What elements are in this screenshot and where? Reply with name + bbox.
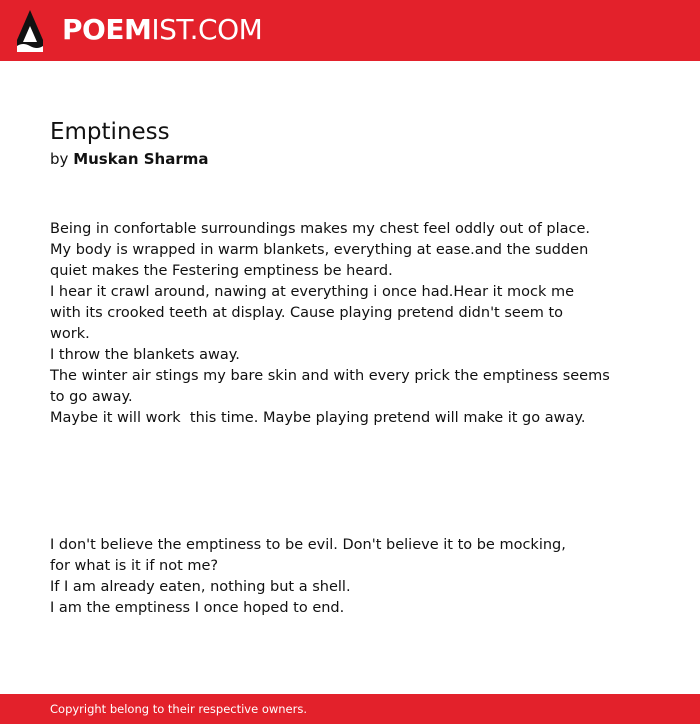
poem-line: I am the emptiness I once hoped to end. <box>50 600 345 616</box>
byline <box>50 149 208 169</box>
poem-line: My body is wrapped in warm blankets, everything at ease.and the sudden <box>50 242 589 258</box>
poem-line: with its crooked teeth at display. Cause playing pretend didn't seem to <box>50 305 564 321</box>
logo-text-bold: POEM <box>62 13 152 46</box>
poem-line: If I am already eaten, nothing but a shell. <box>50 579 351 595</box>
poem-line: The winter air stings my bare skin and with every prick the emptiness seems <box>50 368 610 384</box>
poem-line: Maybe it will work this time. Maybe playing pretend will make it go away. <box>50 410 586 426</box>
poem-line: I don't believe the emptiness to be evil. Don't believe it to be mocking, <box>50 537 566 553</box>
logo-text-light: IST.COM <box>151 13 263 46</box>
pencil-logo-icon[interactable] <box>17 10 43 52</box>
site-footer <box>0 694 700 724</box>
poem-stanza <box>50 535 610 619</box>
site-logo[interactable] <box>62 12 262 48</box>
poem-line: to go away. <box>50 389 133 405</box>
author-name: Muskan Sharma <box>73 150 209 168</box>
poem-line: for what is it if not me? <box>50 558 219 574</box>
copyright-text: Copyright belong to their respective owners. <box>50 702 308 716</box>
poem-line: Being in confortable surroundings makes my chest feel oddly out of place. <box>50 221 591 237</box>
poem-line: I hear it crawl around, nawing at everything i once had.Hear it mock me <box>50 284 575 300</box>
by-label: by <box>50 150 69 168</box>
site-header <box>0 0 700 61</box>
poem-title: Emptiness <box>50 119 170 145</box>
poem-stanza <box>50 219 610 429</box>
poem-line: work. <box>50 326 90 342</box>
poem-line: I throw the blankets away. <box>50 347 240 363</box>
poem-line: quiet makes the Festering emptiness be heard. <box>50 263 393 279</box>
